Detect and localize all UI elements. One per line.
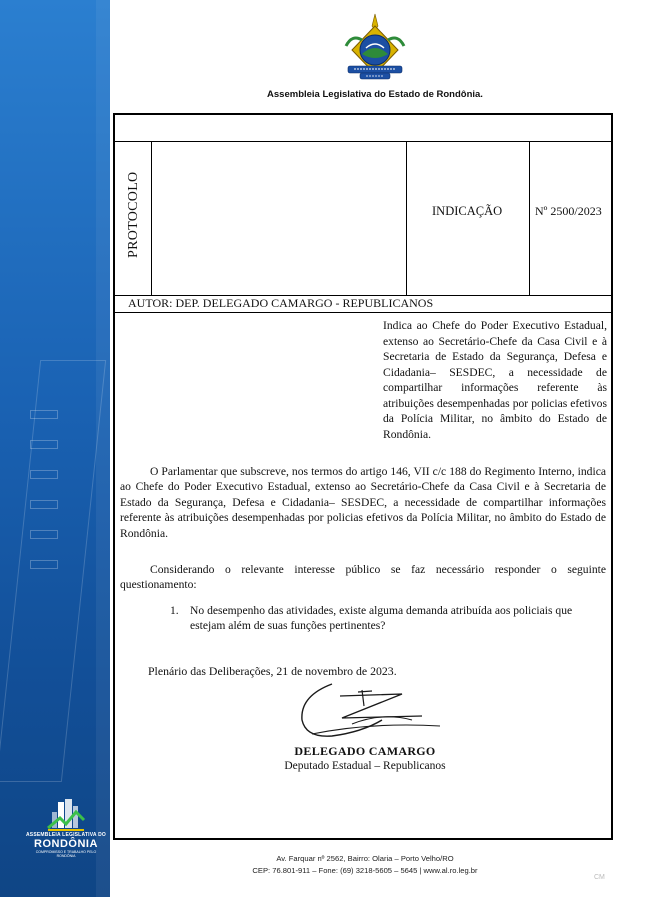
form-line — [529, 141, 530, 295]
ementa: Indica ao Chefe do Poder Executivo Estadual, extenso ao Secretário-Chefe da Casa Civil e à Secretaria de Estado da Segurança, Defesa e Cidadania– SESDEC, a necessidade de compartilhar informações referente às atribuições desempenhadas por policias efetivos da Polícia Militar, no âmbito do Estado de Rondônia. — [383, 319, 607, 441]
footer — [220, 853, 510, 877]
building-window — [30, 440, 58, 449]
sidebar-edge — [96, 0, 110, 897]
signature-icon — [292, 676, 442, 746]
assembly-logo — [26, 798, 106, 858]
form-line — [115, 312, 611, 313]
sidebar-banner — [0, 0, 110, 897]
building-window — [30, 530, 58, 539]
institution-name: Assembleia Legislativa do Estado de Rondônia. — [267, 89, 483, 100]
paragraph-1: O Parlamentar que subscreve, nos termos do artigo 146, VII c/c 188 do Regimento Interno, indica ao Chefe do Poder Executivo Estadual, extenso ao Secretário-Chefe da Casa Civil e à Secretaria de Estado da Segurança, Defesa e Cidadania– SESDEC, a necessidade de compartilhar informações referente às atribuições desempenhadas por policias efetivos da Polícia Militar, no âmbito do Estado de Rondônia. — [120, 465, 606, 540]
building-window — [30, 410, 58, 419]
watermark-mark: CM — [594, 874, 605, 881]
form-line — [406, 141, 407, 295]
coat-of-arms-icon — [340, 12, 410, 88]
building-window — [30, 560, 58, 569]
closing-line: Plenário das Deliberações, 21 de novembro de 2023. — [148, 664, 397, 678]
signer-role: Deputado Estadual – Republicanos — [284, 760, 446, 772]
handwritten-signature — [292, 676, 442, 746]
protocolo-label: PROTOCOLO — [126, 171, 141, 258]
form-line — [151, 141, 152, 295]
logo-line-1: ASSEMBLEIA LEGISLATIVA DO — [26, 832, 107, 838]
footer-contact: CEP: 76.801-911 – Fone: (69) 3218-5605 – 5645 | www.al.ro.leg.br — [252, 866, 478, 875]
question-number: 1. — [170, 604, 179, 617]
author-line: AUTOR: DEP. DELEGADO CAMARGO - REPUBLICANOS — [128, 296, 434, 310]
form-line — [115, 141, 611, 142]
document-number: Nº 2500/2023 — [535, 204, 602, 218]
building-window — [30, 470, 58, 479]
signer-block — [260, 744, 470, 772]
logo-tagline: COMPROMISSO E TRABALHO PELO RONDÔNIA — [35, 850, 97, 858]
state-crest — [340, 12, 410, 88]
building-logo-icon — [46, 798, 86, 832]
question-text: No desempenho das atividades, existe alguma demanda atribuída aos policiais que estejam além de suas funções pertinentes? — [190, 604, 573, 633]
building-window — [30, 500, 58, 509]
paragraph-2: Considerando o relevante interesse público se faz necessário responder o seguinte questionamento: — [120, 563, 606, 592]
signer-name: DELEGADO CAMARGO — [294, 744, 436, 758]
building-outline — [0, 360, 106, 782]
footer-address: Av. Farquar nº 2562, Bairro: Olaria – Porto Velho/RO — [276, 854, 454, 863]
logo-line-2: RONDÔNIA — [34, 838, 98, 850]
document-type: INDICAÇÃO — [432, 204, 503, 218]
